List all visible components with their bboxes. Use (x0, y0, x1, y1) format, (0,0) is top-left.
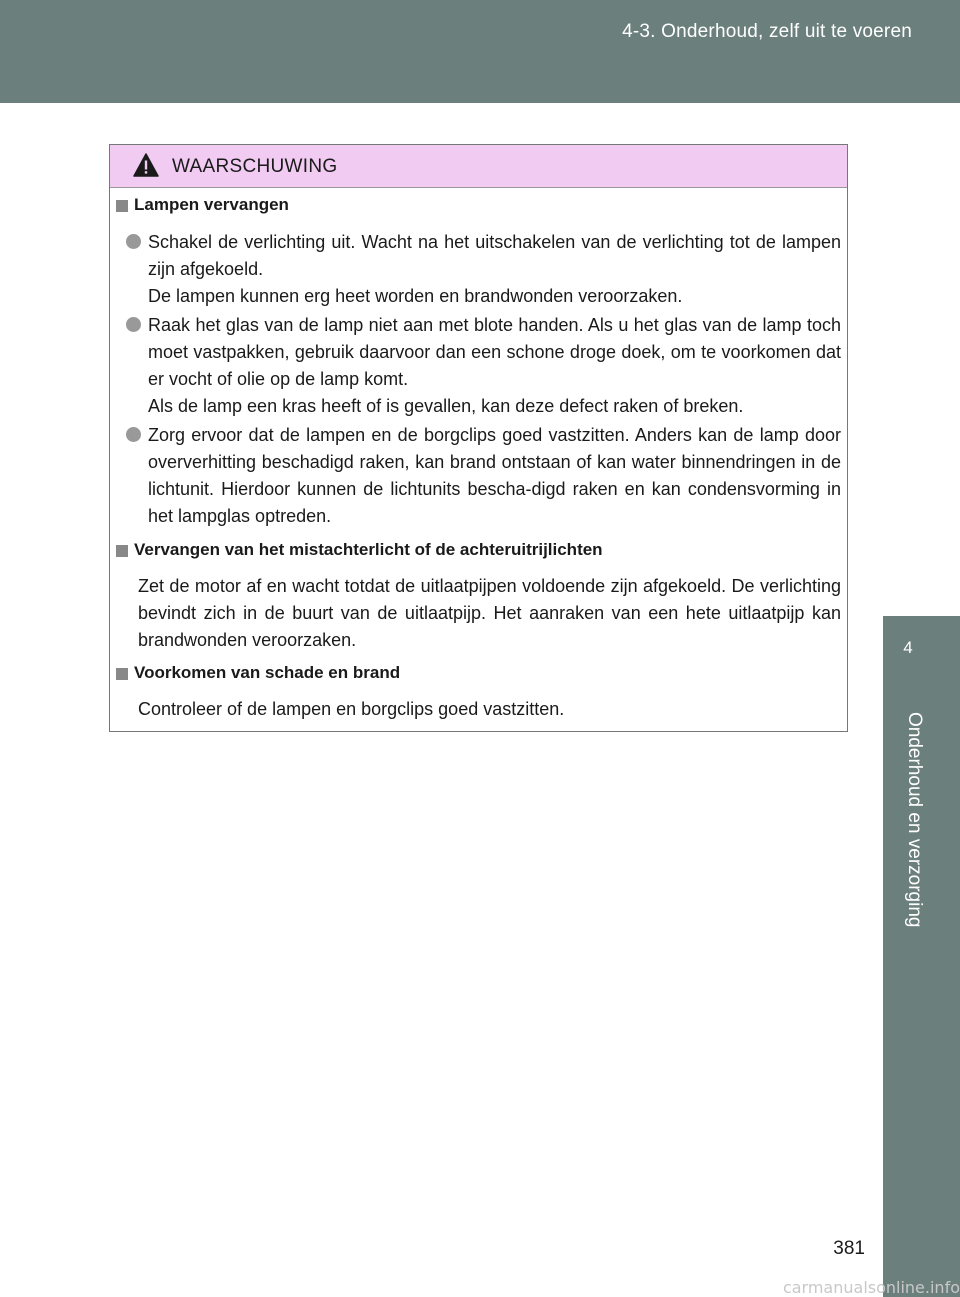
bullet-note: De lampen kunnen erg heet worden en brandwonden veroorzaken. (148, 286, 683, 306)
circle-bullet-icon (126, 234, 141, 249)
chapter-number: 4 (903, 638, 913, 657)
list-item (120, 312, 841, 420)
square-bullet-icon (116, 545, 128, 557)
circle-bullet-icon (126, 317, 141, 332)
circle-bullet-icon (126, 427, 141, 442)
warning-title: WAARSCHUWING (172, 156, 338, 177)
page-number: 381 (833, 1238, 865, 1259)
bullet-text: Schakel de verlichting uit. Wacht na het uitschakelen van de verlichting tot de lampen zijn afgekoeld. (148, 232, 841, 279)
section-title: Vervangen van het mistachterlicht of de achteruitrijlichten (114, 540, 603, 560)
bullet-note: Als de lamp een kras heeft of is gevallen, kan deze defect raken of breken. (148, 396, 744, 416)
warning-header (110, 145, 847, 188)
section-heading: 4-3. Onderhoud, zelf uit te voeren (622, 21, 912, 42)
bullet-text: Zorg ervoor dat de lampen en de borgclips goed vastzitten. Anders kan de lamp door oververhitting beschadigd raken, kan brand ontstaan of kan water binnendringen in de lichtunit. Hierdoor kunnen de lichtunits bescha-digd raken en kan condensvorming in het lampglas optreden. (148, 425, 841, 526)
list-item (120, 229, 841, 310)
chapter-label: Onderhoud en verzorging (904, 712, 925, 928)
bullet-text: Raak het glas van de lamp niet aan met blote handen. Als u het glas van de lamp toch moet vastpakken, gebruik daarvoor dan een schone droge doek, om te voorkomen dat er vocht of olie op de lamp komt. (148, 315, 841, 389)
header-band (0, 0, 960, 103)
section-title: Voorkomen van schade en brand (114, 663, 400, 683)
chapter-tab (883, 616, 960, 1297)
square-bullet-icon (116, 668, 128, 680)
warning-triangle-icon (133, 153, 159, 177)
list-item (120, 422, 841, 530)
section-body: Zet de motor af en wacht totdat de uitlaatpijpen voldoende zijn afgekoeld. De verlichting bevindt zich in de buurt van de uitlaatpijp. Het aanraken van een hete uitlaatpijp kan brandwonden veroorzaken. (138, 576, 841, 650)
square-bullet-icon (116, 200, 128, 212)
section-body: Controleer of de lampen en borgclips goed vastzitten. (138, 699, 565, 719)
warning-box (109, 144, 848, 732)
section-title: Lampen vervangen (114, 195, 289, 215)
watermark: carmanualsonline.info (782, 1278, 960, 1297)
